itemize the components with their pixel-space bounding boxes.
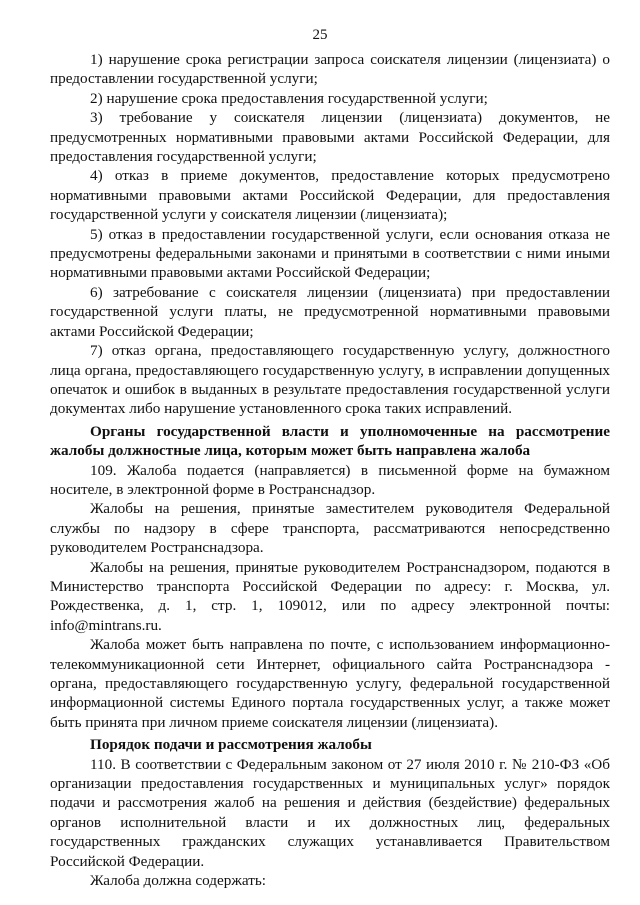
list-item-violation-7: 7) отказ органа, предоставляющего государственную услугу, должностного лица органа, предоставляющего государственную услугу, в исправлении допущенных опечаток и ошибок в выданных в результате предоставления государственной услуги документах либо нарушение установленного срока таких исправлений. [50, 342, 610, 418]
page-number: 25 [312, 27, 328, 43]
list-item-violation-3: 3) требование у соискателя лицензии (лицензиата) документов, не предусмотренных нормативными правовыми актами Российской Федерации, для предоставления государственной услуги; [50, 109, 610, 166]
document-body [50, 50, 610, 890]
paragraph-110: 110. В соответствии с Федеральным законом от 27 июля 2010 г. № 210-ФЗ «Об организации предоставления государственных и муниципальных услуг» порядок подачи и рассмотрения жалоб на решения и действия (бездействие) федеральных органов исполнительной власти и их должностных лиц, федеральных государственных гражданских служащих устанавливается Правительством Российской Федерации. [50, 755, 610, 870]
section-heading-authorities: Органы государственной власти и уполномоченные на рассмотрение жалобы должностные лица, которым может быть направлена жалоба [50, 422, 610, 460]
paragraph-deputy-decisions: Жалобы на решения, принятые заместителем руководителя Федеральной службы по надзору в сфере транспорта, рассматриваются непосредственно руководителем Ространснадзора. [50, 500, 610, 557]
list-item-violation-2: 2) нарушение срока предоставления государственной услуги; [90, 89, 488, 107]
list-item-violation-1: 1) нарушение срока регистрации запроса соискателя лицензии (лицензиата) о предоставлении государственной услуги; [50, 51, 610, 88]
section-heading-procedure: Порядок подачи и рассмотрения жалобы [90, 736, 372, 754]
paragraph-submission-channels: Жалоба может быть направлена по почте, с использованием информационно-телекоммуникационной сети Интернет, официального сайта Ространснадзора - органа, предоставляющего государственную услугу, федеральной государственной информационной системы Единого портала государственных услуг, а также может быть принята при личном приеме соискателя лицензии (лицензиата). [50, 636, 610, 731]
paragraph-ministry-address: Жалобы на решения, принятые руководителем Ространснадзором, подаются в Министерство транспорта Российской Федерации по адресу: г. Москва, ул. Рождественка, д. 1, стр. 1, 109012, или по адресу электронной почты: info@mintrans.ru. [50, 558, 610, 634]
paragraph-complaint-contents: Жалоба должна содержать: [90, 872, 266, 890]
list-item-violation-4: 4) отказ в приеме документов, предоставление которых предусмотрено нормативными правовыми актами Российской Федерации, для предоставления государственной услуги у соискателя лицензии (лицензиата); [50, 167, 610, 224]
paragraph-109: 109. Жалоба подается (направляется) в письменной форме на бумажном носителе, в электронной форме в Ространснадзор. [50, 461, 610, 498]
list-item-violation-6: 6) затребование с соискателя лицензии (лицензиата) при предоставлении государственной услуги платы, не предусмотренной нормативными правовыми актами Российской Федерации; [50, 283, 610, 340]
list-item-violation-5: 5) отказ в предоставлении государственной услуги, если основания отказа не предусмотрены федеральными законами и принятыми в соответствии с ними иными нормативными правовыми актами Российской Федерации; [50, 225, 610, 282]
